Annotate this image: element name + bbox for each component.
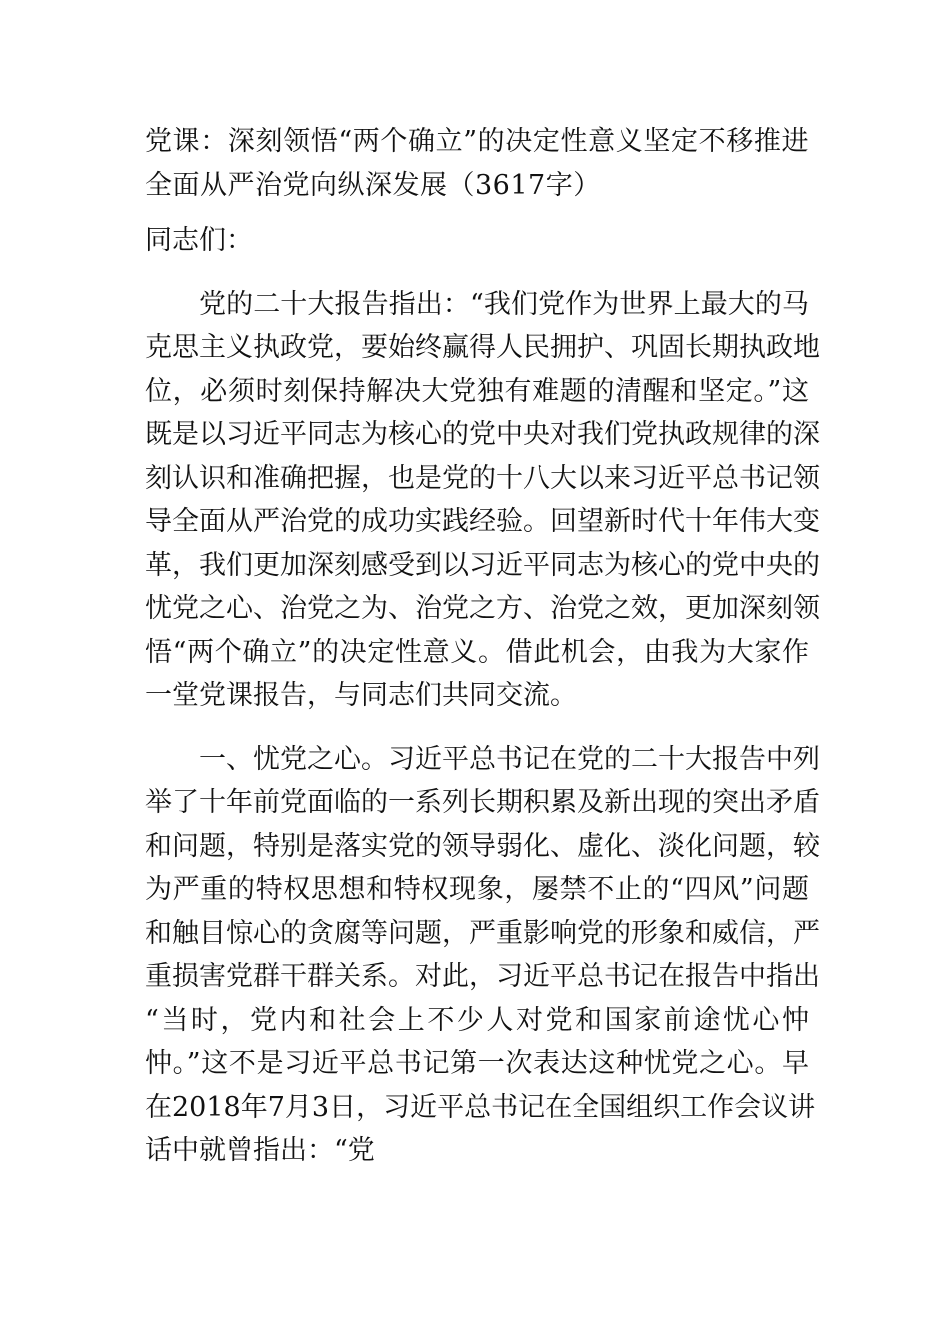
salutation-line: 同志们： <box>145 225 253 256</box>
paragraph-1 <box>145 283 820 718</box>
title-line: 全面从严治党向纵深发展（3617字） <box>145 169 601 201</box>
paragraph-line: 革，我们更加深刻感受到以习近平同志为核心的党中央的 <box>145 549 820 581</box>
paragraph-line: 为严重的特权思想和特权现象，屡禁不止的“四风”问题 <box>145 874 809 905</box>
salutation <box>145 219 809 263</box>
paragraph-line: 忧党之心、治党之为、治党之方、治党之效，更加深刻领 <box>145 593 820 624</box>
paragraph-line: 导全面从严治党的成功实践经验。回望新时代十年伟大变 <box>145 506 820 537</box>
paragraph-line: 一、忧党之心。习近平总书记在党的二十大报告中列 <box>199 743 820 775</box>
paragraph-line: 忡。”这不是习近平总书记第一次表达这种忧党之心。早 <box>145 1048 809 1079</box>
paragraph-line: 重损害党群干群关系。对此，习近平总书记在报告中指出 <box>145 961 820 992</box>
paragraph-line: 既是以习近平同志为核心的党中央对我们党执政规律的深 <box>145 419 820 450</box>
paragraph-line: 刻认识和准确把握，也是党的十八大以来习近平总书记领 <box>145 462 820 494</box>
paragraph-line: 位，必须时刻保持解决大党独有难题的清醒和坚定。”这 <box>145 375 809 407</box>
paragraph-line: 党的二十大报告指出：“我们党作为世界上最大的马 <box>199 288 809 320</box>
paragraph-line: 悟“两个确立”的决定性意义。借此机会，由我为大家作 <box>145 636 809 668</box>
document-title <box>145 120 809 207</box>
title-line: 党课：深刻领悟“两个确立”的决定性意义坚定不移推进 <box>145 126 809 157</box>
paragraph-line: 克思主义执政党，要始终赢得人民拥护、巩固长期执政地 <box>145 332 820 363</box>
paragraph-line: 举了十年前党面临的一系列长期积累及新出现的突出矛盾 <box>145 787 820 818</box>
paragraph-line: “当时，党内和社会上不少人对党和国家前途忧心忡 <box>145 1004 809 1036</box>
paragraph-line: 在2018年7月3日，习近平总书记在全国组织工作会议讲 <box>145 1091 816 1123</box>
document-page <box>145 120 820 1173</box>
paragraph-line: 和触目惊心的贪腐等问题，严重影响党的形象和威信，严 <box>145 917 820 949</box>
paragraph-line: 话中就曾指出：“党 <box>145 1135 375 1166</box>
paragraph-line: 和问题，特别是落实党的领导弱化、虚化、淡化问题，较 <box>145 830 820 862</box>
paragraph-2 <box>145 738 820 1173</box>
paragraph-line: 一堂党课报告，与同志们共同交流。 <box>145 680 577 711</box>
